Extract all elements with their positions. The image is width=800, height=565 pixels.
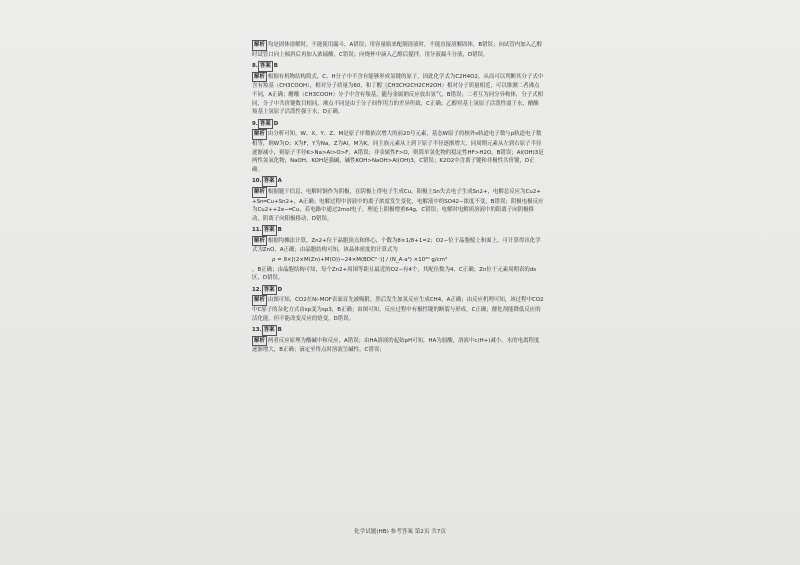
analysis-text: 根据有机物结构简式，C、H分子中不含有能够形成氢键的原子，因此化学式为C2H4O2，从而可以判断其分子式中含有羧基（CH3COOH），相对分子质量为60，和丁醇（CH3CH2CH2CH2OH）相对分子质量相近，可以推测二者沸点不同，A正确；醋酸（CH3COOH）分子中含有羧基，能与金属钠反应放出氢气，B错误；二者互为同分异构体，分子式相同，分子中共价键数目相同，沸点不同是由于分子间作用力的差异所致，C正确；乙醇羟基上氢原子活泼性弱于水，醋酸羧基上氢原子活泼性强于水，D正确。	[252, 73, 544, 116]
analysis-tag: 解析	[252, 336, 267, 347]
answer-value: A	[277, 178, 282, 185]
answer-content	[252, 40, 544, 355]
question-number: 11.	[252, 227, 262, 234]
answer-value: B	[277, 227, 282, 234]
answer-tag: 答案	[262, 285, 277, 296]
question-11-analysis-cont: ，B正确；由晶胞结构可知，每个Zn2+周围等距且最近的O2−有4个，其配位数为4，C正确；Zn位于元素周期表的ds区，D错误。	[252, 266, 537, 282]
analysis-text: 根据题干信息，电解时铜作为阴极，在阴极上得电子生成Cu，阳极上Sn失去电子生成Sn2+，电解总反应为Cu2++Sn═Cu+Sn2+，A正确；电解过程中溶液中的离子浓度发生变化，电解液中的SO42−浓度不变，B错误；阴极电极反应为Cu2++2e−═Cu，若电路中通过2mol电子，理论上阴极增重64g，C错误；电解时电解质溶液中的阳离子向阴极移动，阴离子向阳极移动，D错误。	[252, 188, 544, 222]
question-11-answer	[252, 225, 544, 236]
watermark-mark: ◈	[361, 67, 409, 113]
question-number: 9.	[252, 120, 258, 127]
analysis-text: 由分析可知，W、X、Y、Z、M是原子序数依次增大的前20号元素，基态W原子的核外s轨道电子数与p轨道电子数相等，则W为O；X为F，Y为Na，Z为Al，M为K。同主族元素从上到下原子半径逐渐增大，同周期元素从左到右原子半径逐渐减小，则原子半径K>Na>Al>O>F，A错误；非金属性F>O，则简单氢化物的稳定性HF>H2O，B错误；Al(OH)3是两性氢氧化物，NaOH、KOH是强碱，碱性KOH>NaOH>Al(OH)3，C错误；K2O2中含离子键和非极性共价键，D正确。	[252, 131, 544, 173]
question-11-analysis	[252, 236, 544, 255]
analysis-text: 两者反应原理为酸碱中和反应，A错误；由HA溶液的起始pH可知，HA为弱酸，溶液中c(H+)减小，水的电离程度逐渐增大，B正确；滴定至终点时溶液呈碱性，C错误；	[252, 337, 540, 354]
question-number: 10.	[252, 178, 262, 185]
question-number: 13.	[252, 327, 262, 334]
answer-tag: 答案	[262, 176, 277, 187]
page-footer: 化学试题(HB) 参考答案 第2页 共7页	[354, 529, 446, 535]
answer-value: D	[273, 120, 279, 127]
answer-tag: 答案	[258, 61, 273, 72]
question-13-analysis	[252, 336, 544, 355]
analysis-tag: 解析	[252, 236, 267, 247]
question-8-answer	[252, 61, 544, 72]
intro-text: 均是固体溶解时，不能使用漏斗，A错误；用容量瓶来配制溶液时，不能直接溶解固体，B错误；向试管内加入乙醇时试管口向上倾斜后再加入浓硫酸，C错误；向烧杯中滴入乙醇后搅拌，用分液漏斗分液，D错误。	[252, 42, 542, 58]
question-10-answer	[252, 176, 544, 187]
analysis-tag: 解析	[252, 295, 267, 306]
question-13-answer	[252, 325, 544, 336]
answer-tag: 答案	[262, 225, 277, 236]
analysis-tag: 解析	[252, 40, 267, 51]
analysis-text: 根据均摊法计算，Zn2+位于晶胞顶点和体心，个数为8×1/8+1=2；O2−位于晶胞棱上和面上，可计算得出化学式为ZnO，A正确；由晶胞结构可知，该晶体密度的计算式为	[252, 237, 541, 254]
question-number: 8.	[252, 63, 258, 70]
question-8-analysis	[252, 72, 544, 117]
density-formula: ρ = 8×[(2×M(Zn)+M(O))−24×M(BDC²⁻)] / (N_A·a³) ×10³⁰ g/cm³	[272, 257, 448, 264]
analysis-tag: 解析	[252, 72, 267, 83]
question-12-answer	[252, 285, 544, 296]
answer-tag: 答案	[262, 325, 277, 336]
analysis-tag: 解析	[252, 187, 267, 198]
question-9-answer	[252, 119, 544, 130]
answer-value: B	[277, 327, 282, 334]
answer-value: D	[277, 286, 283, 293]
intro-paragraph	[252, 40, 544, 59]
answer-value: B	[273, 63, 278, 70]
analysis-text: 由图可知，CO2在Ni-MOF表面首先被吸附，然后发生加氢反应生成CH4，A正确；由反应机理可知，该过程中CO2中C原子的杂化方式由sp变为sp3，B正确；由图可知，反应过程中有极性键的断裂与形成，C正确；催化剂能降低反应的活化能，但不能改变反应的焓变，D错误。	[252, 297, 544, 322]
question-12-analysis	[252, 295, 544, 323]
question-number: 12.	[252, 286, 262, 293]
question-10-analysis	[252, 187, 544, 223]
analysis-tag: 解析	[252, 129, 267, 140]
answer-tag: 答案	[258, 119, 273, 130]
question-9-analysis	[252, 129, 544, 174]
